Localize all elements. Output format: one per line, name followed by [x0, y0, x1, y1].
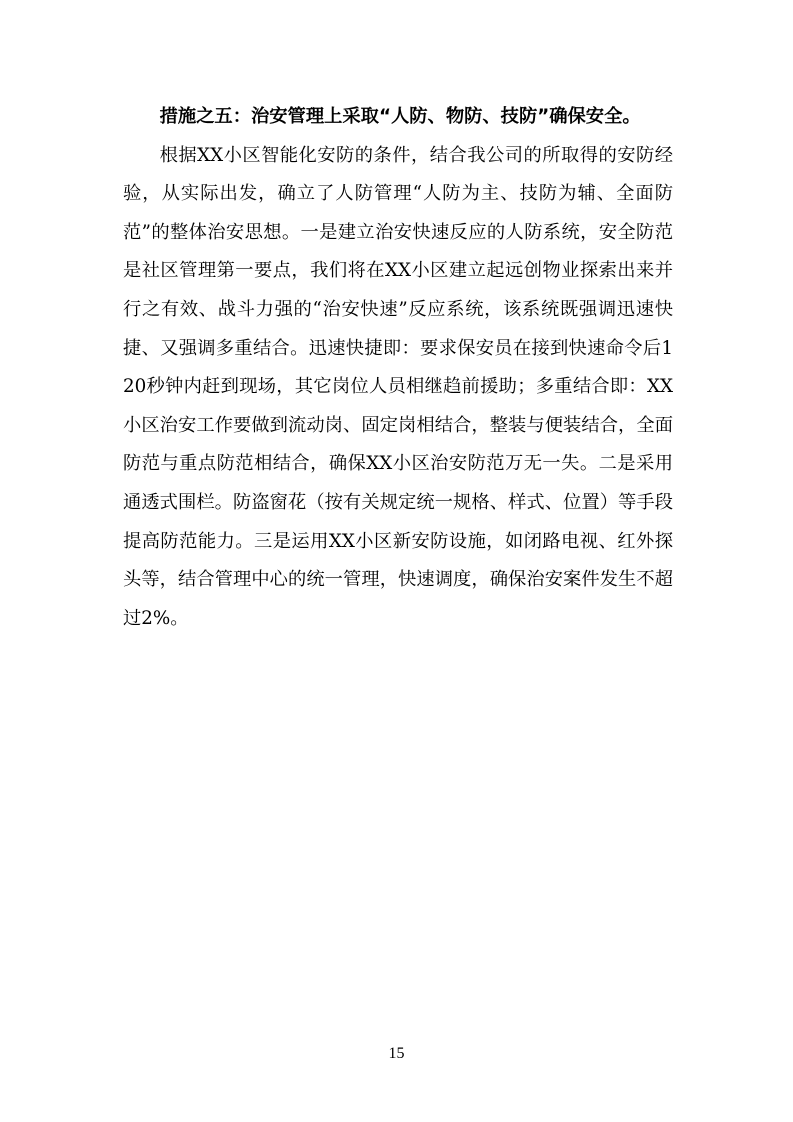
page-number: 15: [388, 1045, 405, 1062]
document-body: [123, 98, 673, 638]
body-paragraph: 根据XX小区智能化安防的条件，结合我公司的所取得的安防经验，从实际出发，确立了人防管理“人防为主、技防为辅、全面防范”的整体治安思想。一是建立治安快速反应的人防系统，安全防范是社区管理第一要点，我们将在XX小区建立起远创物业探索出来并行之有效、战斗力强的“治安快速”反应系统，该系统既强调迅速快捷、又强调多重结合。迅速快捷即：要求保安员在接到快速命令后120秒钟内赶到现场，其它岗位人员相继趋前援助；多重结合即：XX小区治安工作要做到流动岗、固定岗相结合，整装与便装结合，全面防范与重点防范相结合，确保XX小区治安防范万无一失。二是采用通透式围栏。防盗窗花（按有关规定统一规格、样式、位置）等手段提高防范能力。三是运用XX小区新安防设施，如闭路电视、红外探头等，结合管理中心的统一管理，快速调度，确保治安案件发生不超过2%。: [123, 144, 673, 629]
section-heading: 措施之五：治安管理上采取“人防、物防、技防”确保安全。: [159, 106, 641, 127]
